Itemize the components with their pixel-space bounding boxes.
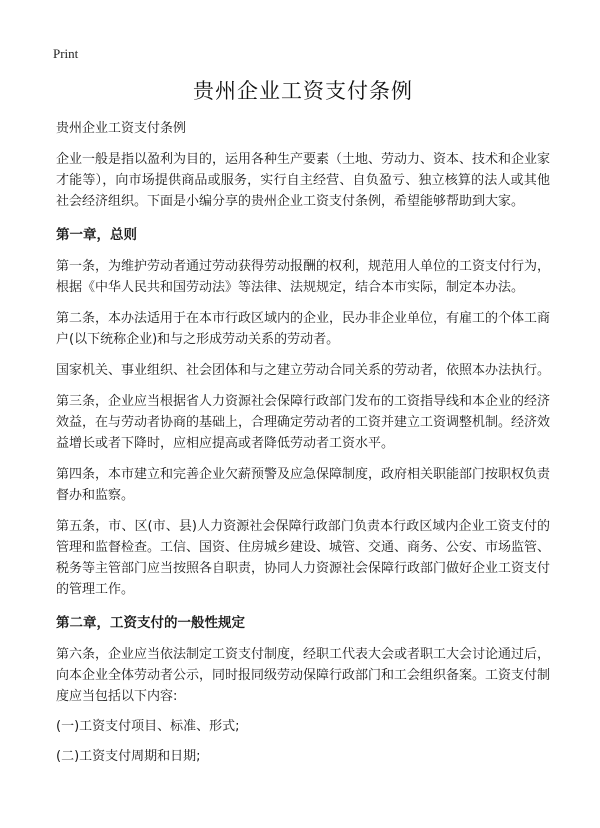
article-2-paragraph: 第二条，本办法适用于在本市行政区域内的企业，民办非企业单位，有雇工的个体工商户(以下统称企业)和与之形成劳动关系的劳动者。 [56,311,551,347]
article-1-paragraph: 第一条，为维护劳动者通过劳动获得劳动报酬的权利，规范用人单位的工资支付行为，根据《中华人民共和国劳动法》等法律、法规规定，结合本市实际，制定本办法。 [56,259,551,295]
page-title: 贵州企业工资支付条例 [193,79,413,103]
intro-paragraph: 企业一般是指以盈利为目的，运用各种生产要素（土地、劳动力、资本、技术和企业家才能等），向市场提供商品或服务，实行自主经营、自负盈亏、独立核算的法人或其他社会经济组织。下面是小编分享的贵州企业工资支付条例，希望能够帮助到大家。 [56,152,551,209]
article-5-paragraph: 第五条，市、区(市、县)人力资源社会保障行政部门负责本行政区域内企业工资支付的管理和监督检查。工信、国资、住房城乡建设、城管、交通、商务、公安、市场监管、税务等主管部门应当按照各自职责，协同人力资源社会保障行政部门做好企业工资支付的管理工作。 [56,519,551,597]
list-item: (一)工资支付项目、标准、形式; [56,719,240,734]
article-3-paragraph: 第三条，企业应当根据省人力资源社会保障行政部门发布的工资指导线和本企业的经济效益，在与劳动者协商的基础上，合理确定劳动者的工资并建立工资调整机制。经济效益增长或者下降时，应相应提高或者降低劳动者工资水平。 [56,394,551,451]
article-4-paragraph: 第四条，本市建立和完善企业欠薪预警及应急保障制度，政府相关职能部门按职权负责督办和监察。 [56,467,551,503]
print-link[interactable]: Print [53,46,79,61]
list-item: (二)工资支付周期和日期; [56,749,201,764]
article-2-supplement-paragraph: 国家机关、事业组织、社会团体和与之建立劳动合同关系的劳动者，依照本办法执行。 [56,363,551,378]
document-subtitle: 贵州企业工资支付条例 [56,121,187,136]
article-6-paragraph: 第六条，企业应当依法制定工资支付制度，经职工代表大会或者职工大会讨论通过后，向本企业全体劳动者公示，同时报同级劳动保障行政部门和工会组织备案。工资支付制度应当包括以下内容: [56,647,551,704]
chapter-2-heading: 第二章，工资支付的一般性规定 [56,615,245,631]
chapter-1-heading: 第一章，总则 [56,227,137,243]
